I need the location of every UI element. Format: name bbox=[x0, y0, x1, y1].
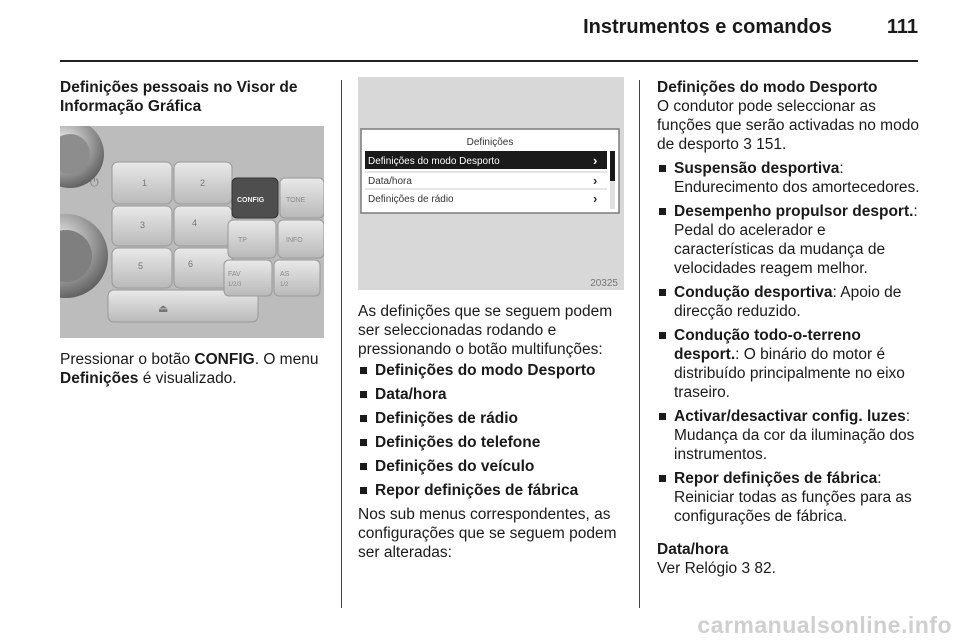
option-term: Repor definições de fábrica bbox=[674, 470, 878, 487]
option-term: Suspensão desportiva bbox=[674, 160, 840, 177]
column-divider-right bbox=[639, 80, 640, 608]
as-key-sublabel: 1/2 bbox=[280, 282, 289, 288]
key-1-label: 1 bbox=[142, 178, 148, 188]
list-item: Definições de rádio bbox=[358, 409, 626, 428]
sport-options-list bbox=[657, 159, 925, 526]
fav-key-sublabel: 1/2/3 bbox=[228, 282, 242, 288]
settings-menu-display bbox=[358, 77, 624, 290]
column-divider-left bbox=[341, 80, 342, 608]
section-heading-personal-settings: Definições pessoais no Visor de Informação Gráfica bbox=[60, 79, 298, 115]
list-item bbox=[657, 159, 925, 197]
option-separator: : bbox=[839, 160, 844, 177]
display-item-3: Definições de rádio bbox=[368, 194, 454, 205]
sport-mode-heading: Definições do modo Desporto bbox=[657, 79, 878, 96]
clock-page-ref: 82. bbox=[750, 560, 776, 577]
header-rule bbox=[60, 60, 918, 62]
svg-text:⏻: ⏻ bbox=[90, 177, 99, 189]
column-1 bbox=[60, 78, 326, 116]
option-description: Apoio de direcção reduzido. bbox=[674, 284, 902, 320]
option-separator: : bbox=[735, 346, 740, 363]
sport-mode-intro-text: O condutor pode seleccionar as funções que serão activadas no modo de desporto bbox=[657, 98, 919, 153]
display-title: Definições bbox=[466, 137, 514, 148]
column-3 bbox=[657, 78, 925, 578]
key-4-label: 4 bbox=[192, 218, 198, 228]
option-separator: : bbox=[832, 284, 837, 301]
watermark: carmanualsonline.info bbox=[697, 612, 952, 638]
column-1-paragraph-wrap bbox=[60, 350, 326, 388]
control-panel-illustration bbox=[60, 126, 324, 338]
list-item bbox=[657, 326, 925, 402]
option-description: Mudança da cor da iluminação dos instrumentos. bbox=[674, 427, 915, 463]
settings-list bbox=[358, 361, 626, 500]
settings-menu-term: Definições bbox=[60, 370, 139, 387]
chevron-right-icon: › bbox=[593, 153, 598, 168]
config-instruction-prefix: Pressionar o botão bbox=[60, 351, 195, 368]
eject-icon: ⏏ bbox=[158, 303, 169, 315]
key-5-label: 5 bbox=[138, 261, 144, 271]
config-button-term: CONFIG bbox=[194, 351, 255, 368]
option-term: Condução todo-o-terreno desport. bbox=[674, 327, 861, 363]
option-description: O binário do motor é distribuído principalmente no eixo traseiro. bbox=[674, 346, 905, 401]
option-separator: : bbox=[877, 470, 882, 487]
page-reference-arrow-icon: 3 bbox=[743, 136, 752, 153]
as-key-label: AS bbox=[280, 271, 290, 278]
list-item: Definições do telefone bbox=[358, 433, 626, 452]
date-time-heading: Data/hora bbox=[657, 541, 729, 558]
list-item: Data/hora bbox=[358, 385, 626, 404]
option-term: Desempenho propulsor desport. bbox=[674, 203, 914, 220]
tp-key-label: TP bbox=[238, 237, 247, 244]
key-3-label: 3 bbox=[140, 220, 146, 230]
page-number: 111 bbox=[886, 16, 918, 38]
sport-mode-page-ref: 151. bbox=[751, 136, 787, 153]
key-6-label: 6 bbox=[188, 259, 194, 269]
column-2 bbox=[358, 302, 626, 562]
config-instruction-mid: . O menu bbox=[254, 351, 319, 368]
running-header-title: Instrumentos e comandos bbox=[583, 16, 832, 38]
key-2-label: 2 bbox=[200, 178, 206, 188]
clock-reference bbox=[657, 559, 925, 578]
function-keys bbox=[224, 178, 324, 296]
chevron-right-icon: › bbox=[593, 173, 598, 188]
display-item-1: Definições do modo Desporto bbox=[368, 156, 500, 167]
option-description: Reiniciar todas as funções para as configurações de fábrica. bbox=[674, 489, 912, 525]
submenu-note: Nos sub menus correspondentes, as configurações que se seguem podem ser alteradas: bbox=[358, 506, 617, 561]
fav-key-label: FAV bbox=[228, 271, 241, 278]
clock-reference-text: Ver Relógio bbox=[657, 560, 742, 577]
chevron-right-icon: › bbox=[593, 191, 598, 206]
list-item bbox=[657, 283, 925, 321]
image-number: 20325 bbox=[590, 278, 618, 289]
option-term: Condução desportiva bbox=[674, 284, 833, 301]
sport-mode-intro bbox=[657, 97, 925, 154]
option-description: Endurecimento dos amortecedores. bbox=[674, 179, 920, 196]
display-scrollbar-thumb bbox=[610, 151, 615, 181]
config-key-label: CONFIG bbox=[237, 197, 265, 204]
config-instruction-suffix: é visualizado. bbox=[138, 370, 237, 387]
list-item: Repor definições de fábrica bbox=[358, 481, 626, 500]
config-instruction bbox=[60, 350, 326, 388]
tone-key-label: TONE bbox=[286, 197, 306, 204]
list-item bbox=[657, 407, 925, 464]
option-description: Pedal do acelerador e características da mudança de velocidades reagem melhor. bbox=[674, 222, 886, 277]
display-screenshot bbox=[358, 77, 624, 290]
list-item bbox=[657, 202, 925, 278]
list-item: Definições do veículo bbox=[358, 457, 626, 476]
info-key-label: INFO bbox=[286, 237, 303, 244]
list-item: Definições do modo Desporto bbox=[358, 361, 626, 380]
display-item-2: Data/hora bbox=[368, 176, 412, 187]
option-separator: : bbox=[913, 203, 918, 220]
option-term: Activar/desactivar config. luzes bbox=[674, 408, 906, 425]
control-panel-photo bbox=[60, 126, 324, 338]
option-separator: : bbox=[905, 408, 911, 425]
list-item bbox=[657, 469, 925, 526]
settings-intro: As definições que se seguem podem ser seleccionadas rodando e pressionando o botão multifunções: bbox=[358, 303, 613, 358]
page-reference-arrow-icon: 3 bbox=[741, 560, 751, 577]
